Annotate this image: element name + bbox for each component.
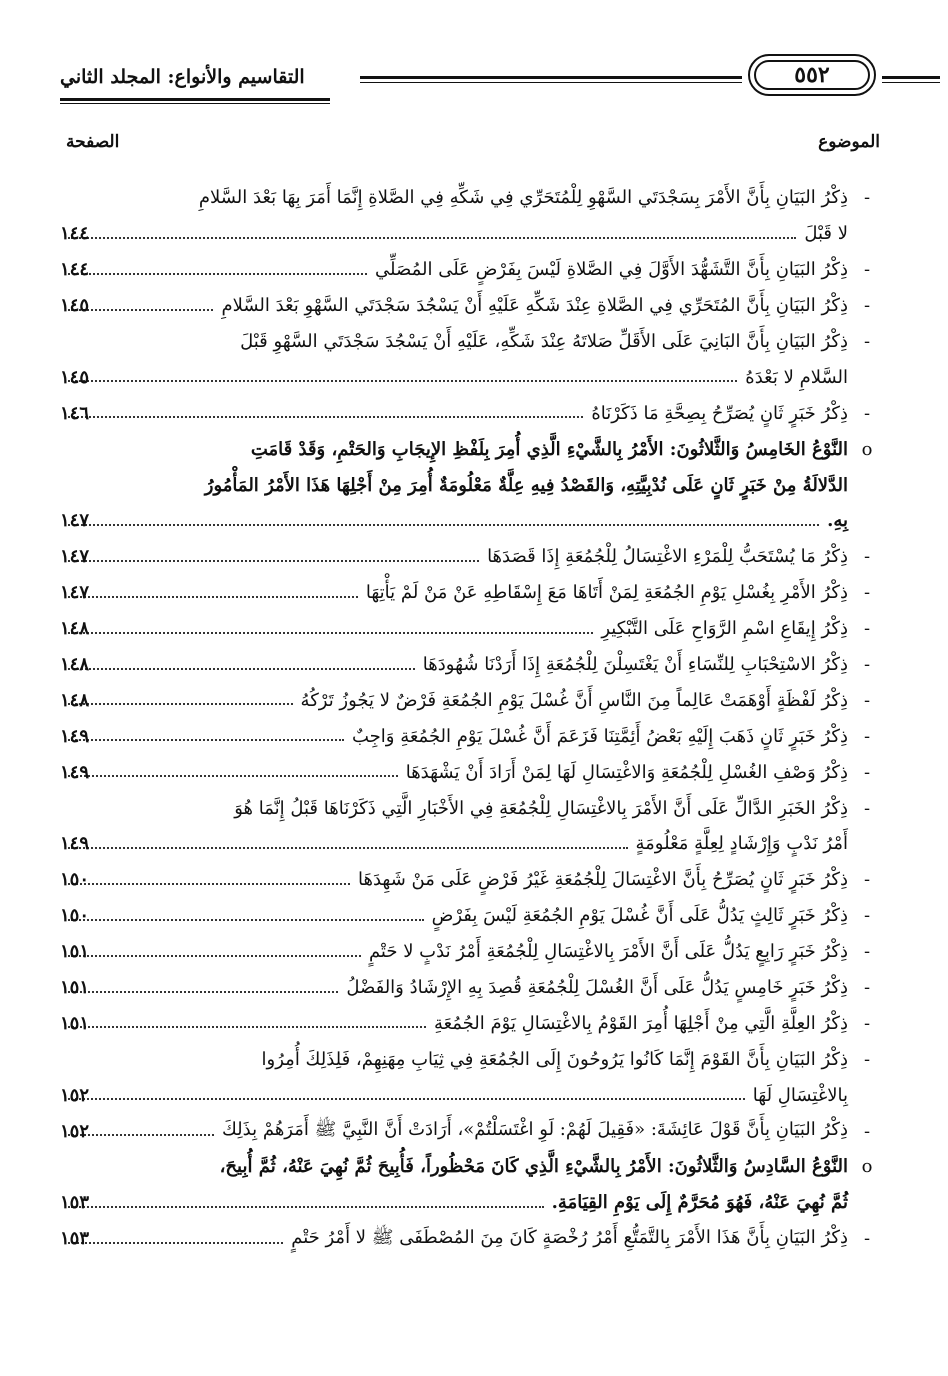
header-rule <box>60 98 330 101</box>
entry-text: ذِكْرُ مَا يُسْتَحَبُّ لِلْمَرْءِ الاغْتِسَالُ لِلْجُمُعَةِ إِذَا قَصَدَهَا <box>487 546 848 568</box>
dot-leader <box>68 524 819 526</box>
entry-text: ذِكْرُ البَيَانِ بِأَنَّ القَوْمَ إِنَّمَا كَانُوا يَرُوحُونَ إِلَى الجُمُعَةِ فِي ثِيَابِ مِهَنِهِمْ، فَلِذَلِكَ أُمِرُوا <box>261 1048 848 1070</box>
dash-bullet-icon: - <box>863 618 871 640</box>
entry-page-number: ١٤٤ <box>60 259 90 281</box>
dash-bullet-icon: - <box>863 187 871 209</box>
dash-bullet-icon: - <box>863 977 871 999</box>
entry-page-number: ١٤٨ <box>60 654 90 676</box>
dash-bullet-icon: - <box>863 259 871 281</box>
toc-entry <box>60 1005 880 1041</box>
toc-entry <box>60 934 880 970</box>
entry-text: ذِكْرُ البَيَانِ بِأَنَّ البَانِيَ عَلَى الأَقَلِّ صَلاتَهُ عِنْدَ شَكِّهِ، عَلَيْهِ أَنْ يَسْجُدَ سَجْدَتَي السَّهْوِ قَبْلَ <box>240 331 848 352</box>
circle-bullet-icon: o <box>861 438 873 460</box>
entry-text: بِهِ. <box>827 510 848 532</box>
dot-leader <box>68 273 367 275</box>
entry-line <box>60 826 880 862</box>
entry-page-number: ١٤٩ <box>60 761 90 783</box>
entry-page-number: ١٥٣ <box>60 1192 90 1214</box>
entry-page-number: ١٤٧ <box>60 582 90 604</box>
entry-line <box>60 1221 880 1257</box>
entry-line <box>60 395 880 431</box>
dash-bullet-icon: - <box>863 1048 871 1070</box>
dash-bullet-icon: - <box>863 761 871 783</box>
entry-text: ثُمَّ نُهِيَ عَنْهُ، فَهُوَ مُحَرَّمٌ إِلَى يَوْمِ القِيَامَةِ. <box>551 1192 848 1214</box>
entry-line <box>60 611 880 647</box>
toc-entry <box>60 180 880 252</box>
entry-page-number: ١٤٨ <box>60 618 90 640</box>
toc-entry <box>60 790 880 862</box>
entry-page-number: ١٥٠ <box>60 869 90 891</box>
dash-bullet-icon: - <box>863 331 871 352</box>
entry-page-number: ١٤٨ <box>60 689 90 711</box>
entry-page-number: ١٥١ <box>60 977 90 999</box>
entry-text: ذِكْرُ خَبَرٍ ثَانٍ ذَهَبَ إِلَيْهِ بَعْضُ أَئِمَّتِنَا فَزَعَمَ أَنَّ غُسْلَ يَوْمِ الجُمُعَةِ وَاجِبٌ <box>351 725 848 747</box>
entry-page-number: ١٤٥ <box>60 295 90 317</box>
entry-text: ذِكْرُ خَبَرٍ ثَانٍ يُصَرِّحُ بِأَنَّ الاغْتِسَالَ لِلْجُمُعَةِ غَيْرُ فَرْضٍ عَلَى مَنْ شَهِدَهَا <box>358 869 848 891</box>
entry-line <box>60 898 880 934</box>
entry-text: ذِكْرُ البَيَانِ بِأَنَّ التَّشَهُّدَ الأَوَّلَ فِي الصَّلاةِ لَيْسَ بِفَرْضٍ عَلَى المُصَلِّي <box>375 259 848 281</box>
dash-bullet-icon: - <box>863 1228 871 1250</box>
header-rule <box>360 76 742 79</box>
dot-leader <box>68 668 415 670</box>
entry-line <box>60 1077 880 1113</box>
toc-entry <box>60 1113 880 1149</box>
entry-text: ذِكْرُ وَصْفِ الغُسْلِ لِلْجُمُعَةِ وَالاغْتِسَالِ لَهَا لِمَنْ أَرَادَ أَنْ يَشْهَدَهَا <box>405 761 848 783</box>
dot-leader <box>68 596 358 598</box>
entry-line <box>60 324 880 360</box>
entry-line <box>60 934 880 970</box>
toc-entry <box>60 1041 880 1113</box>
entry-line <box>60 1113 880 1149</box>
toc-entry <box>60 682 880 718</box>
entry-line <box>60 970 880 1006</box>
dash-bullet-icon: - <box>863 654 871 676</box>
circle-bullet-icon: o <box>861 1156 873 1178</box>
toc-entry <box>60 539 880 575</box>
entry-line <box>60 288 880 324</box>
entry-line <box>60 180 880 216</box>
entry-line <box>60 431 880 467</box>
entry-text: ذِكْرُ البَيَانِ بِأَنَّ المُتَحَرِّي فِي الصَّلاةِ عِنْدَ شَكِّهِ عَلَيْهِ أَنْ يَسْجُدَ سَجْدَتَي السَّهْوِ بَعْدَ السَّلامِ <box>221 295 848 317</box>
entry-text: ذِكْرُ إِيقَاعِ اسْمِ الرَّوَاحِ عَلَى التَّبْكِيرِ <box>601 618 848 640</box>
toc-entry <box>60 288 880 324</box>
toc-entry <box>60 647 880 683</box>
dot-leader <box>68 703 293 705</box>
entry-line <box>60 359 880 395</box>
dot-leader <box>68 739 344 741</box>
dot-leader <box>68 1098 745 1100</box>
entry-line <box>60 862 880 898</box>
toc-entry <box>60 1221 880 1257</box>
entry-text: ذِكْرُ البَيَانِ بِأَنَّ قَوْلَ عَائِشَةَ: «فَقِيلَ لَهُمْ: لَوِ اغْتَسَلْتُمْ»، أَرَادَتْ أَنَّ النَّبِيَّ ﷺ أَمَرَهُمْ بِذَلِكَ <box>222 1119 848 1141</box>
entry-line <box>60 682 880 718</box>
entry-text: لا قَبْلَ <box>804 223 848 245</box>
entry-line <box>60 1005 880 1041</box>
entry-page-number: ١٤٧ <box>60 546 90 568</box>
dot-leader <box>68 847 628 849</box>
dot-leader <box>68 1206 544 1208</box>
topic-column-header: الموضوع <box>818 132 880 152</box>
header-rule <box>882 76 940 79</box>
entry-text: أَمْرُ نَدْبٍ وَإِرْشَادٍ لِعِلَّةٍ مَعْلُومَةٍ <box>635 833 848 855</box>
entry-line <box>60 1041 880 1077</box>
header-rule <box>882 82 940 83</box>
dot-leader <box>68 775 398 777</box>
entry-text: النَّوْعُ الخَامِسُ وَالثَّلاثُونَ: الأَمْرُ بِالشَّيْءِ الَّذِي أُمِرَ بِلَفْظِ الإِيجَابِ وَالحَتْمِ، وَقَدْ قَامَتِ <box>250 438 848 460</box>
entry-text: ذِكْرُ الخَبَرِ الدَّالِّ عَلَى أَنَّ الأَمْرَ بِالاغْتِسَالِ لِلْجُمُعَةِ فِي الأَخْبَارِ الَّتِي ذَكَرْنَاهَا قَبْلُ إِنَّمَا هُوَ <box>234 797 848 819</box>
dash-bullet-icon: - <box>863 869 871 891</box>
entry-text: السَّلامِ لا بَعْدَهُ <box>745 366 848 388</box>
dash-bullet-icon: - <box>863 725 871 747</box>
entry-page-number: ١٤٦ <box>60 402 90 424</box>
entry-line <box>60 718 880 754</box>
dot-leader <box>68 1026 426 1028</box>
section-heading <box>60 1149 880 1221</box>
table-of-contents <box>60 180 880 1257</box>
dash-bullet-icon: - <box>863 546 871 568</box>
dash-bullet-icon: - <box>863 1120 871 1142</box>
book-title: التقاسيم والأنواع: المجلد الثاني <box>60 66 305 88</box>
entry-line <box>60 467 880 503</box>
entry-page-number: ١٥٢ <box>60 1084 90 1106</box>
dot-leader <box>68 919 424 921</box>
entry-line <box>60 647 880 683</box>
entry-line <box>60 1149 880 1185</box>
toc-entry <box>60 395 880 431</box>
dash-bullet-icon: - <box>863 295 871 317</box>
dot-leader <box>68 237 796 239</box>
header-rule <box>60 103 330 104</box>
entry-text: ذِكْرُ البَيَانِ بِأَنَّ هَذَا الأَمْرَ بِالتَّمَتُّعِ أَمْرُ رُخْصَةٍ كَانَ مِنَ المُصْطَفَى ﷺ لا أَمْرُ حَتْمٍ <box>291 1226 848 1248</box>
entry-page-number: ١٥١ <box>60 1012 90 1034</box>
entry-page-number: ١٥٠ <box>60 905 90 927</box>
toc-entry <box>60 718 880 754</box>
toc-entry <box>60 611 880 647</box>
entry-text: ذِكْرُ خَبَرٍ ثَالِثٍ يَدُلُّ عَلَى أَنَّ غُسْلَ يَوْمِ الجُمُعَةِ لَيْسَ بِفَرْضٍ <box>431 905 848 927</box>
entry-page-number: ١٤٧ <box>60 510 90 532</box>
running-header <box>60 62 880 102</box>
entry-line <box>60 252 880 288</box>
toc-entry <box>60 754 880 790</box>
entry-text: ذِكْرُ لَفْظَةٍ أَوْهَمَتْ عَالِماً مِنَ النَّاسِ أَنَّ غُسْلَ يَوْمِ الجُمُعَةِ فَرْضٌ لا يَجُوزُ تَرْكُهُ <box>300 689 848 711</box>
page-number: ٥٥٢ <box>754 60 870 90</box>
entry-text: الدَّلالَةُ مِنْ خَبَرٍ ثَانٍ عَلَى نُدْبِيَّتِهِ، وَالقَصْدُ فِيهِ عِلَّةٌ مَعْلُومَةٌ أُمِرَ مِنْ أَجْلِهَا هَذَا الأَمْرُ المَأْمُورُ <box>204 474 848 496</box>
dash-bullet-icon: - <box>863 402 871 424</box>
page-column-header: الصفحة <box>66 132 120 152</box>
dot-leader <box>68 1134 214 1136</box>
header-rule <box>360 82 742 83</box>
entry-text: ذِكْرُ العِلَّةِ الَّتِي مِنْ أَجْلِهَا أُمِرَ القَوْمُ بِالاغْتِسَالِ يَوْمَ الجُمُعَةِ <box>433 1012 848 1034</box>
entry-line <box>60 216 880 252</box>
entry-page-number: ١٤٩ <box>60 833 90 855</box>
toc-entry <box>60 252 880 288</box>
dot-leader <box>68 632 593 634</box>
entry-page-number: ١٤٤ <box>60 223 90 245</box>
entry-text: ذِكْرُ خَبَرٍ ثَانٍ يُصَرِّحُ بِصِحَّةِ مَا ذَكَرْنَاهُ <box>591 402 848 424</box>
dot-leader <box>68 991 338 993</box>
dash-bullet-icon: - <box>863 941 871 963</box>
dot-leader <box>68 380 737 382</box>
dash-bullet-icon: - <box>863 905 871 927</box>
dot-leader <box>68 1242 283 1244</box>
dot-leader <box>68 955 361 957</box>
entry-line <box>60 1185 880 1221</box>
entry-text: ذِكْرُ الأَمْرِ بِغُسْلِ يَوْمِ الجُمُعَةِ لِمَنْ أَتَاهَا مَعَ إِسْقَاطِهِ عَنْ مَنْ لَمْ يَأْتِهَا <box>365 582 848 604</box>
dot-leader <box>68 416 583 418</box>
toc-entry <box>60 898 880 934</box>
entry-page-number: ١٥٣ <box>60 1228 90 1250</box>
section-heading <box>60 431 880 539</box>
entry-text: ذِكْرُ البَيَانِ بِأَنَّ الأَمْرَ بِسَجْدَتَي السَّهْوِ لِلْمُتَحَرِّي فِي شَكِّهِ فِي الصَّلاةِ إِنَّمَا أَمَرَ بِهَا بَعْدَ السَّلامِ <box>198 187 848 209</box>
entry-page-number: ١٤٩ <box>60 725 90 747</box>
entry-text: ذِكْرُ خَبَرٍ رَابِعٍ يَدُلُّ عَلَى أَنَّ الأَمْرَ بِالاغْتِسَالِ لِلْجُمُعَةِ أَمْرُ نَدْبٍ لا حَتْمٍ <box>368 941 848 963</box>
entry-page-number: ١٥١ <box>60 941 90 963</box>
toc-entry <box>60 862 880 898</box>
dot-leader <box>68 309 213 311</box>
toc-entry <box>60 575 880 611</box>
entry-line <box>60 754 880 790</box>
entry-text: بِالاغْتِسَالِ لَهَا <box>752 1084 848 1106</box>
entry-page-number: ١٥٢ <box>60 1120 90 1142</box>
dash-bullet-icon: - <box>863 797 871 819</box>
entry-text: ذِكْرُ الاسْتِحْبَابِ لِلنِّسَاءِ أَنْ يَغْتَسِلْنَ لِلْجُمُعَةِ إِذَا أَرَدْنَا شُهُودَهَا <box>422 654 848 676</box>
toc-entry <box>60 324 880 396</box>
entry-line <box>60 503 880 539</box>
entry-line <box>60 790 880 826</box>
entry-line <box>60 539 880 575</box>
entry-text: ذِكْرُ خَبَرٍ خَامِسٍ يَدُلُّ عَلَى أَنَّ الغُسْلَ لِلْجُمُعَةِ قُصِدَ بِهِ الإِرْشَادُ وَالفَضْلُ <box>346 977 848 999</box>
dot-leader <box>68 883 350 885</box>
dot-leader <box>68 560 479 562</box>
dash-bullet-icon: - <box>863 582 871 604</box>
entry-line <box>60 575 880 611</box>
page-number-frame <box>748 54 876 96</box>
toc-entry <box>60 970 880 1006</box>
entry-text: النَّوْعُ السَّادِسُ وَالثَّلاثُونَ: الأَمْرُ بِالشَّيْءِ الَّذِي كَانَ مَحْظُوراً، فَأُبِيحَ ثُمَّ نُهِيَ عَنْهُ، ثُمَّ أُبِيحَ، <box>219 1156 848 1178</box>
dash-bullet-icon: - <box>863 689 871 711</box>
entry-page-number: ١٤٥ <box>60 366 90 388</box>
dash-bullet-icon: - <box>863 1012 871 1034</box>
